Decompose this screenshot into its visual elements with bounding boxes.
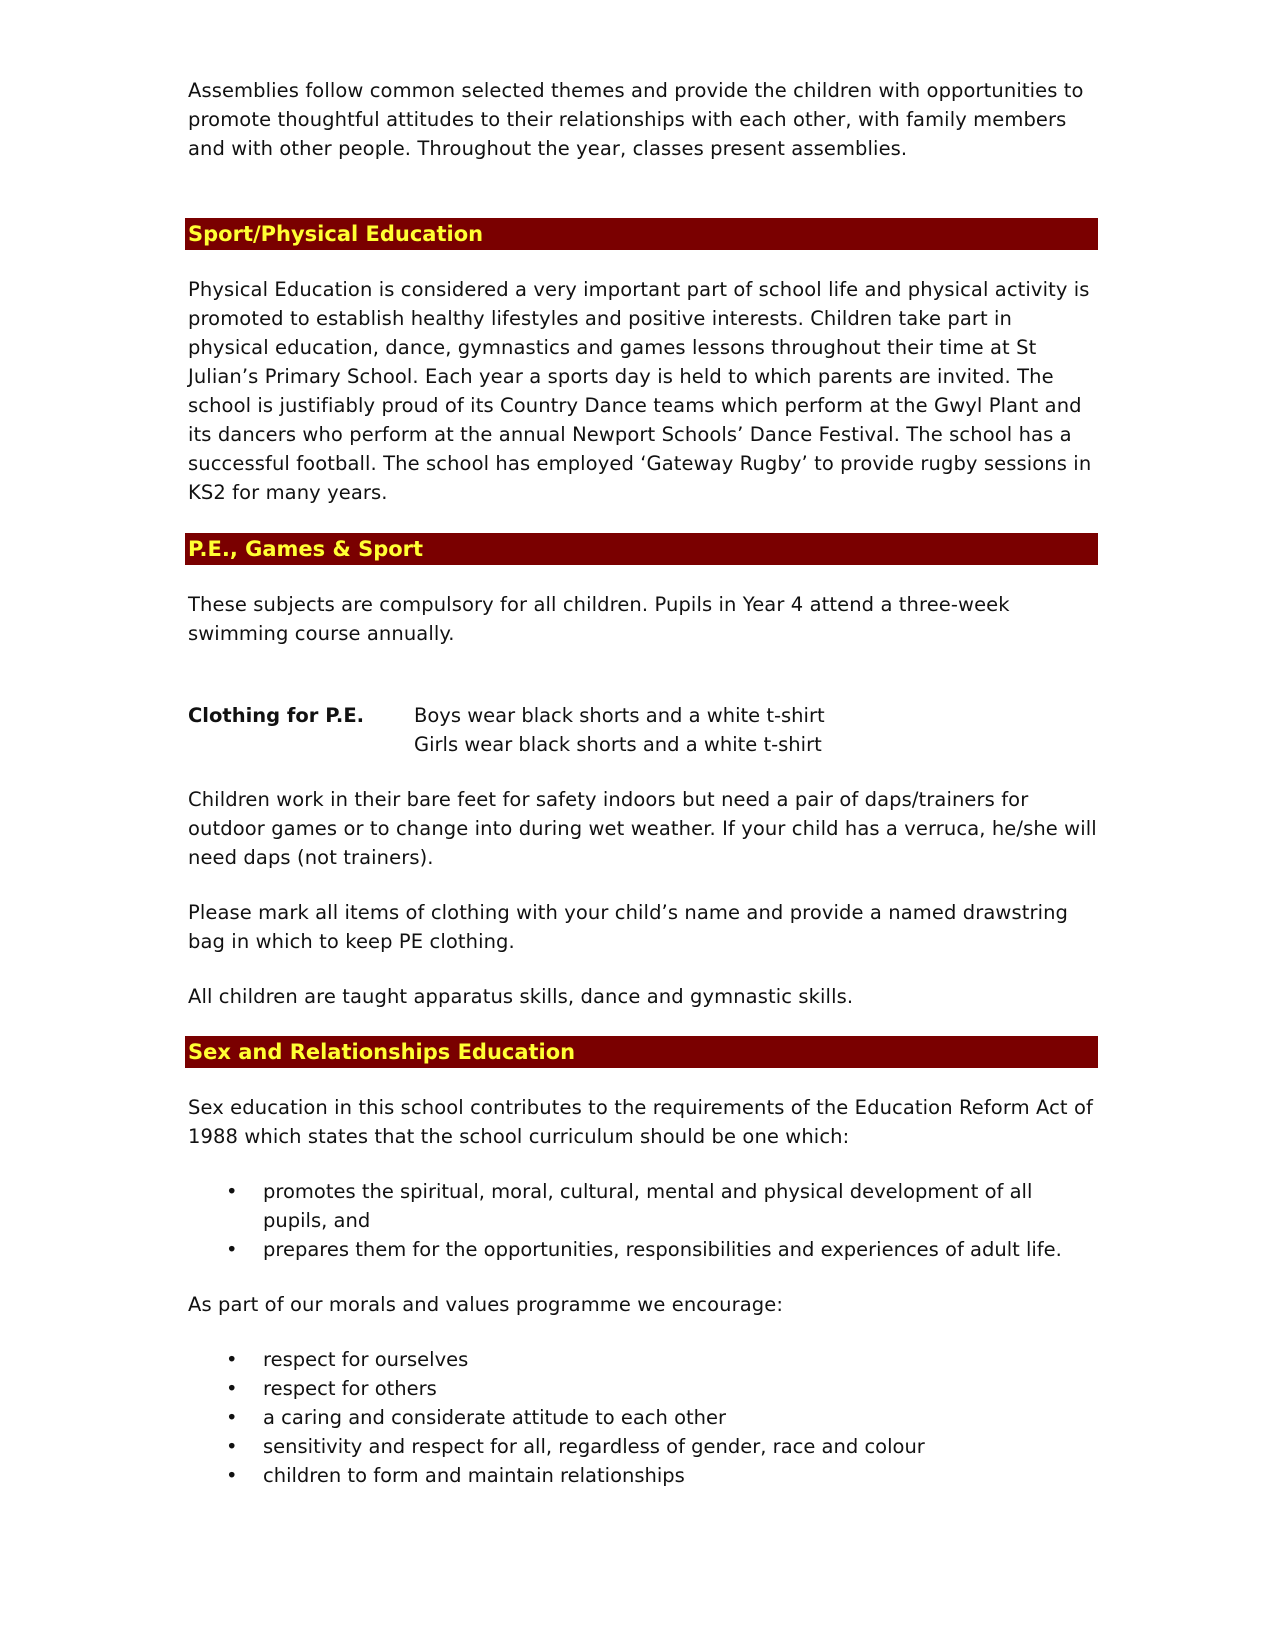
bare-feet-paragraph: Children work in their bare feet for safety indoors but need a pair of daps/trainers for outdoor games or to change into during wet weather. If your child has a verruca, he/she will need daps (not trainers).: [188, 788, 1097, 869]
bullet-icon: •: [226, 1348, 238, 1371]
bullet-icon: •: [226, 1406, 238, 1429]
values-list: [188, 1345, 1098, 1490]
bullet-icon: •: [226, 1435, 238, 1458]
values-intro-paragraph: As part of our morals and values programme we encourage:: [188, 1293, 784, 1316]
skills-paragraph: All children are taught apparatus skills, dance and gymnastic skills.: [188, 985, 854, 1008]
bullet-icon: •: [226, 1464, 238, 1487]
bullet-icon: •: [226, 1238, 238, 1261]
clothing-details: [414, 701, 825, 759]
compulsory-paragraph: These subjects are compulsory for all children. Pupils in Year 4 attend a three-week swimming course annually.: [188, 593, 1010, 645]
list-item: [188, 1403, 1098, 1432]
requirements-list: [188, 1177, 1098, 1264]
sport-pe-paragraph: Physical Education is considered a very important part of school life and physical activity is promoted to establish healthy lifestyles and positive interests. Children take part in physical education, dance, gymnastics and games lessons throughout their time at St Julian’s Primary School. Each year a sports day is held to which parents are invited. The school is justifiably proud of its Country Dance teams which perform at the Gwyl Plant and its dancers who perform at the annual Newport Schools’ Dance Festival. The school has a successful football. The school has employed ‘Gateway Rugby’ to provide rugby sessions in KS2 for many years.: [188, 278, 1092, 504]
clothing-block: [188, 701, 1098, 759]
sre-heading: Sex and Relationships Education: [185, 1036, 1098, 1068]
mark-clothing-paragraph: Please mark all items of clothing with your child’s name and provide a named drawstring bag in which to keep PE clothing.: [188, 901, 1069, 953]
list-item: [188, 1345, 1098, 1374]
list-item: [188, 1235, 1098, 1264]
list-item-text: respect for ourselves: [263, 1348, 469, 1371]
bullet-icon: •: [226, 1377, 238, 1400]
sport-pe-heading: Sport/Physical Education: [185, 218, 1098, 250]
clothing-label: Clothing for P.E.: [188, 704, 365, 727]
list-item-text: children to form and maintain relationships: [263, 1464, 685, 1487]
list-item: [188, 1177, 1098, 1235]
list-item-text: a caring and considerate attitude to each other: [263, 1406, 727, 1429]
clothing-boys: Boys wear black shorts and a white t-shirt: [414, 704, 825, 727]
list-item-text: respect for others: [263, 1377, 437, 1400]
list-item-text: prepares them for the opportunities, responsibilities and experiences of adult life.: [263, 1238, 1062, 1261]
pe-games-sport-heading: P.E., Games & Sport: [185, 533, 1098, 565]
list-item: [188, 1374, 1098, 1403]
list-item-text: promotes the spiritual, moral, cultural, mental and physical development of all pupils, and: [263, 1180, 1033, 1232]
list-item: [188, 1432, 1098, 1461]
assemblies-paragraph: Assemblies follow common selected themes and provide the children with opportunities to promote thoughtful attitudes to their relationships with each other, with family members and with other people. Throughout the year, classes present assemblies.: [188, 79, 1084, 160]
clothing-girls: Girls wear black shorts and a white t-shirt: [414, 733, 822, 756]
sre-intro-paragraph: Sex education in this school contributes to the requirements of the Education Reform Act of 1988 which states that the school curriculum should be one which:: [188, 1096, 1093, 1148]
bullet-icon: •: [226, 1180, 238, 1203]
list-item-text: sensitivity and respect for all, regardless of gender, race and colour: [263, 1435, 925, 1458]
list-item: [188, 1461, 1098, 1490]
document-page: [188, 76, 1098, 1490]
